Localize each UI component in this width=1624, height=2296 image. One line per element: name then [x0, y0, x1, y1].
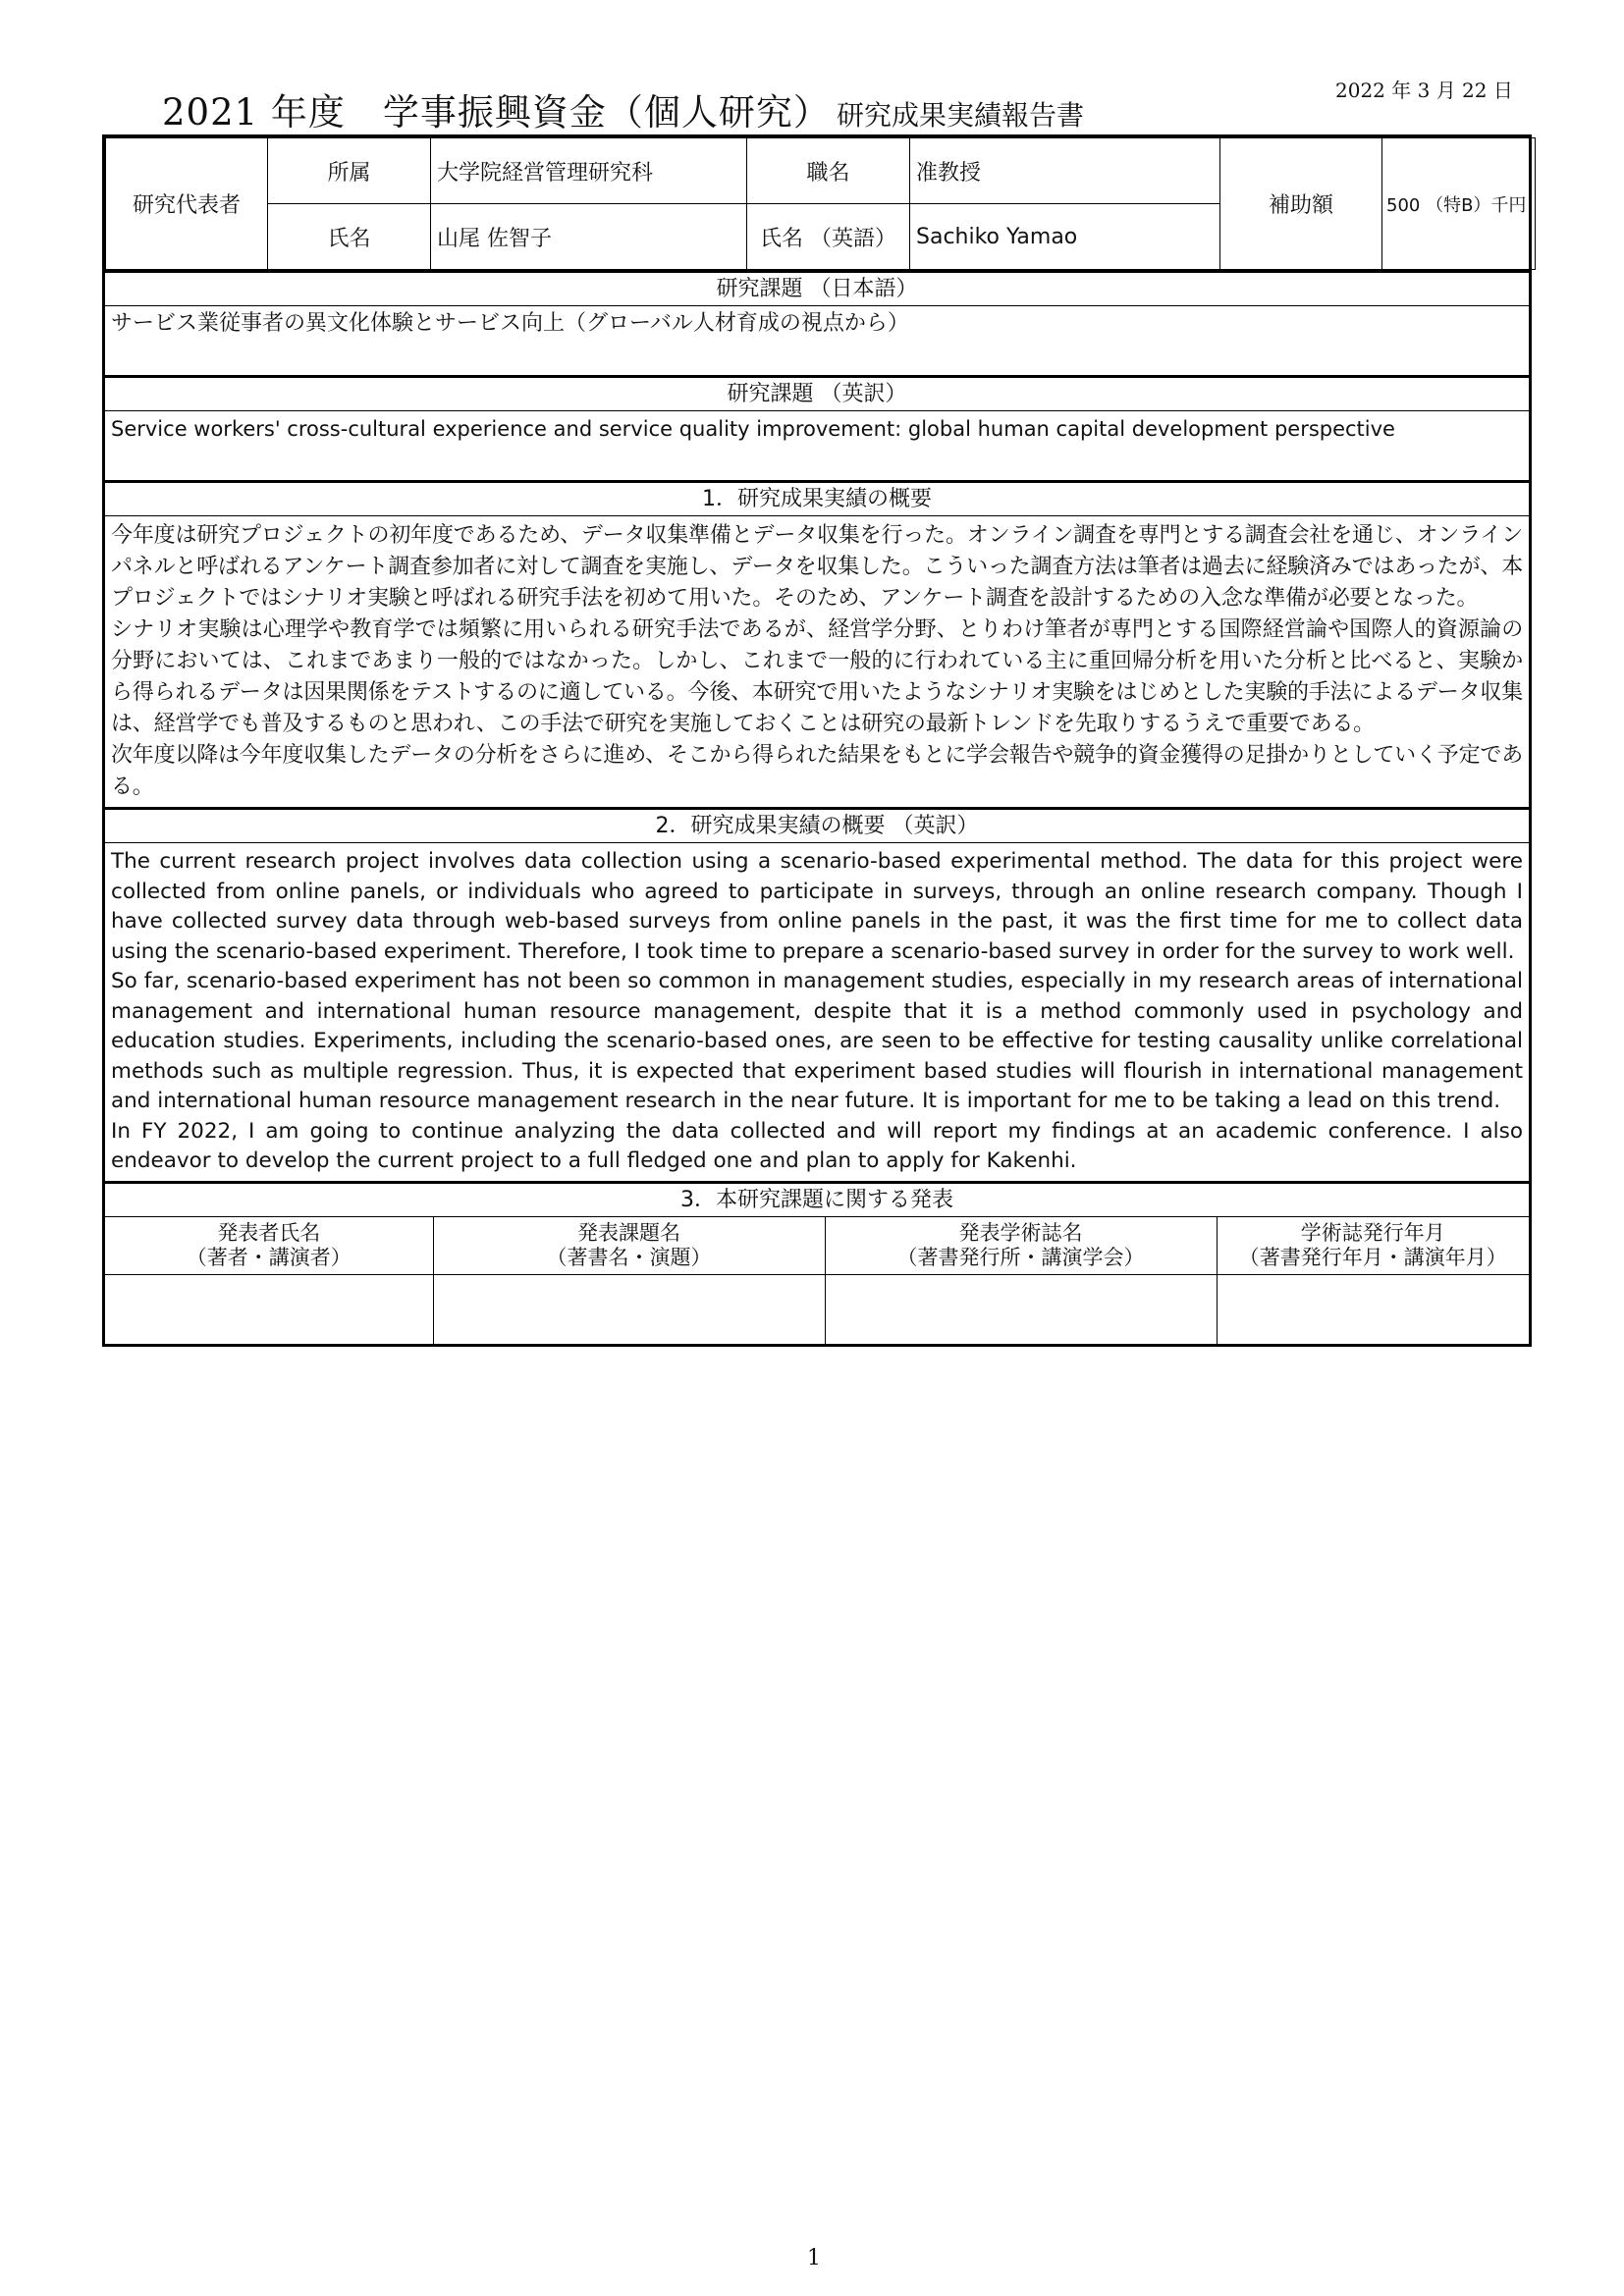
pub-col-title — [433, 1217, 825, 1275]
summary-jp-heading: 1．研究成果実績の概要 — [105, 480, 1529, 516]
pub-col-date-line2: （著書発行年月・講演年月） — [1238, 1245, 1507, 1269]
pub-col-journal-line2: （著書発行所・講演学会） — [896, 1245, 1145, 1269]
summary-jp-paragraph: 次年度以降は今年度収集したデータの分析をさらに進め、そこから得られた結果をもとに学会報告や競争的資金獲得の足掛かりとしていく予定である。 — [111, 743, 1523, 799]
pub-col-presenter-line2: （著者・講演者） — [186, 1245, 352, 1269]
report-form — [102, 134, 1532, 1347]
position-label: 職名 — [747, 138, 910, 204]
pub-cell-journal — [825, 1274, 1217, 1344]
summary-jp-paragraph: シナリオ実験は心理学や教育学では頻繁に用いられる研究手法であるが、経営学分野、とりわけ筆者が専門とする国際経営論や国際人的資源論の分野においては、これまであまり一般的ではなかった。しかし、これまで一般的に行われている主に重回帰分析を用いた分析と比べると、実験から得られるデータは因果関係をテストするのに適している。今後、本研究で用いたようなシナリオ実験をはじめとした実験的手法によるデータ収集は、経営学でも普及するものと思われ、この手法で研究を実施しておくことは研究の最新トレンドを先取りするうえで重要である。 — [111, 617, 1523, 736]
report-date: 2022 年 3 月 22 日 — [1335, 79, 1513, 102]
name-value: 山尾 佐智子 — [431, 204, 747, 270]
pub-col-presenter — [105, 1217, 433, 1275]
pub-col-journal-line1: 発表学術誌名 — [958, 1220, 1083, 1245]
pub-cell-date — [1217, 1274, 1529, 1344]
pub-cell-presenter — [105, 1274, 433, 1344]
title-main: 2021 年度 学事振興資金（個人研究） — [162, 91, 831, 133]
summary-jp-paragraph: 今年度は研究プロジェクトの初年度であるため、データ収集準備とデータ収集を行った。オンライン調査を専門とする調査会社を通じ、オンラインパネルと呼ばれるアンケート調査参加者に対して調査を実施し、データを収集した。こういった調査方法は筆者は過去に経験済みではあったが、本プロジェクトではシナリオ実験と呼ばれる研究手法を初めて用いた。そのため、アンケート調査を設計するための入念な準備が必要となった。 — [111, 523, 1523, 611]
publications-table — [105, 1217, 1529, 1344]
rep-label: 研究代表者 — [106, 138, 268, 270]
grant-label: 補助額 — [1220, 138, 1382, 270]
summary-en-paragraph: So far, scenario-based experiment has not been so common in management studies, especially in my research areas of international management and international human resource management, despite that it is a method commonly used in psychology and education studies. Experiments, including the scenario-based ones, are seen to be effective for testing causality unlike correlational methods such as multiple regression. Thus, it is expected that experiment based studies will flourish in international management and international human resource management research in the near future. It is important for me to be taking a lead on this trend. — [111, 969, 1523, 1113]
page-number: 1 — [807, 2246, 821, 2270]
pub-col-date-line1: 学術誌発行年月 — [1300, 1220, 1445, 1245]
pub-col-journal — [825, 1217, 1217, 1275]
summary-en-paragraph: The current research project involves data collection using a scenario-based experimental method. The data for this project were collected from online panels, or individuals who agreed to participate in surveys, through an online research company. Though I have collected survey data through web-based surveys from online panels in the past, it was the first time for me to collect data using the scenario-based experiment. Therefore, I took time to prepare a scenario-based survey in order for the survey to work well. — [111, 849, 1523, 964]
pub-col-title-line1: 発表課題名 — [577, 1220, 680, 1245]
grant-value: 500 （特B）千円 — [1382, 138, 1536, 270]
affiliation-label: 所属 — [268, 138, 431, 204]
pub-cell-title — [433, 1274, 825, 1344]
summary-en-body — [105, 843, 1529, 1181]
name-label: 氏名 — [268, 204, 431, 270]
position-value: 准教授 — [910, 138, 1220, 204]
pub-col-date — [1217, 1217, 1529, 1275]
title-sub: 研究成果実績報告書 — [836, 99, 1084, 132]
affiliation-value: 大学院経営管理研究科 — [431, 138, 747, 204]
name-en-value: Sachiko Yamao — [910, 204, 1220, 270]
topic-en-heading: 研究課題 （英訳） — [105, 375, 1529, 411]
topic-jp-heading: 研究課題 （日本語） — [105, 270, 1529, 306]
info-table — [105, 137, 1536, 270]
summary-en-paragraph: In FY 2022, I am going to continue analyzing the data collected and will report my findings at an academic conference. I also endeavor to develop the current project to a full fledged one and plan to apply for Kakenhi. — [111, 1118, 1523, 1173]
topic-en-text: Service workers' cross-cultural experience and service quality improvement: global human capital development perspective — [111, 417, 1395, 441]
summary-en-heading: 2．研究成果実績の概要 （英訳） — [105, 807, 1529, 843]
summary-jp-body — [105, 516, 1529, 807]
pub-col-title-line2: （著書名・演題） — [546, 1245, 712, 1269]
topic-jp-text: サービス業従事者の異文化体験とサービス向上（グローバル人材育成の視点から） — [111, 311, 909, 336]
name-en-label: 氏名 （英語） — [747, 204, 910, 270]
page-title — [162, 82, 1084, 135]
pub-col-presenter-line1: 発表者氏名 — [217, 1220, 321, 1245]
publications-heading: 3．本研究課題に関する発表 — [105, 1181, 1529, 1217]
